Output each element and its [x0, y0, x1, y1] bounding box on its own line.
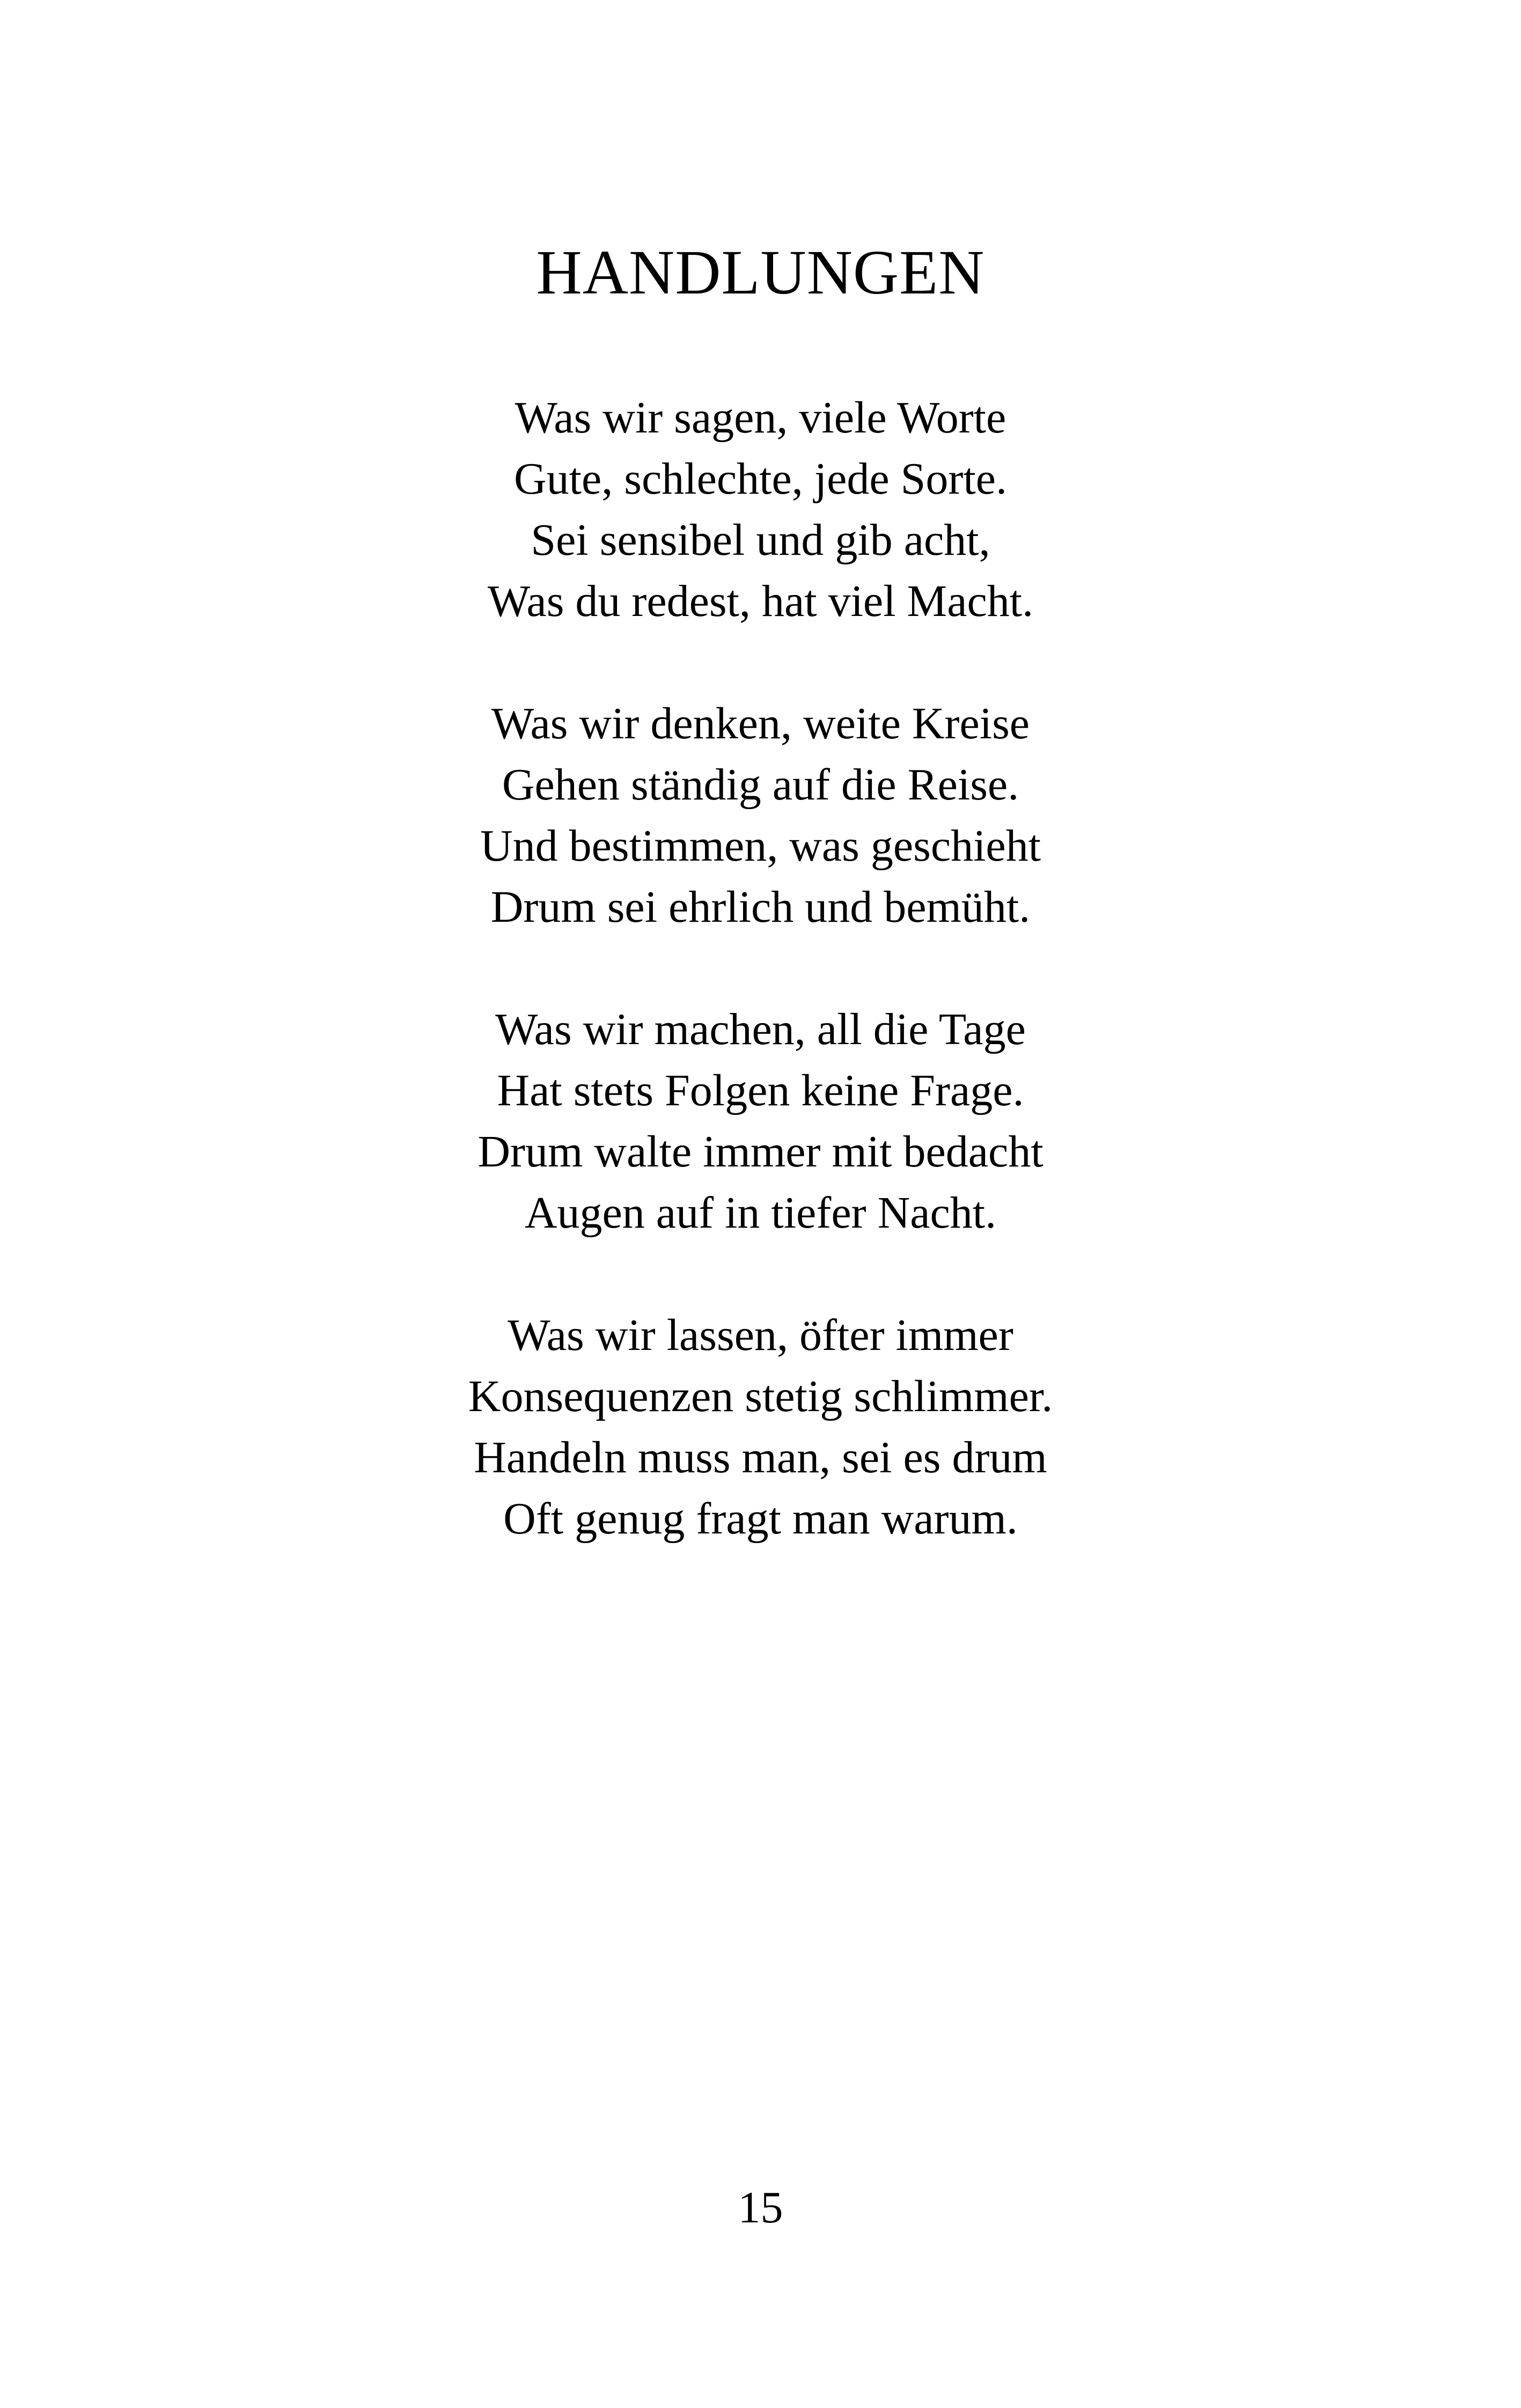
poem-line: Was du redest, hat viel Macht. — [487, 576, 1034, 626]
poem-line: Gute, schlechte, jede Sorte. — [514, 454, 1007, 504]
poem-line: Was wir lassen, öfter immer — [508, 1310, 1013, 1360]
poem-line: Sei sensibel und gib acht, — [531, 515, 990, 565]
poem-line: Augen auf in tiefer Nacht. — [524, 1188, 997, 1238]
poem-line: Was wir denken, weite Kreise — [491, 699, 1030, 748]
stanza-4 — [0, 1305, 1521, 1550]
stanza-2 — [0, 693, 1521, 938]
page-number: 15 — [738, 2183, 783, 2233]
poem-line: Drum sei ehrlich und bemüht. — [490, 882, 1031, 932]
poem-title: HANDLUNGEN — [536, 237, 985, 307]
poem-line: Was wir sagen, viele Worte — [515, 393, 1006, 443]
poem-line: Was wir machen, all die Tage — [495, 1004, 1026, 1054]
poem-line: Hat stets Folgen keine Frage. — [497, 1066, 1024, 1115]
poem-line: Und bestimmen, was geschieht — [480, 821, 1041, 871]
stanza-1 — [0, 387, 1521, 632]
poem-line: Gehen ständig auf die Reise. — [502, 760, 1019, 810]
poem-line: Konsequenzen stetig schlimmer. — [468, 1371, 1053, 1421]
poem-body — [0, 387, 1521, 1611]
stanza-3 — [0, 999, 1521, 1244]
poem-line: Oft genug fragt man warum. — [503, 1494, 1018, 1544]
poem-line: Handeln muss man, sei es drum — [474, 1433, 1047, 1482]
poem-line: Drum walte immer mit bedacht — [477, 1127, 1044, 1177]
